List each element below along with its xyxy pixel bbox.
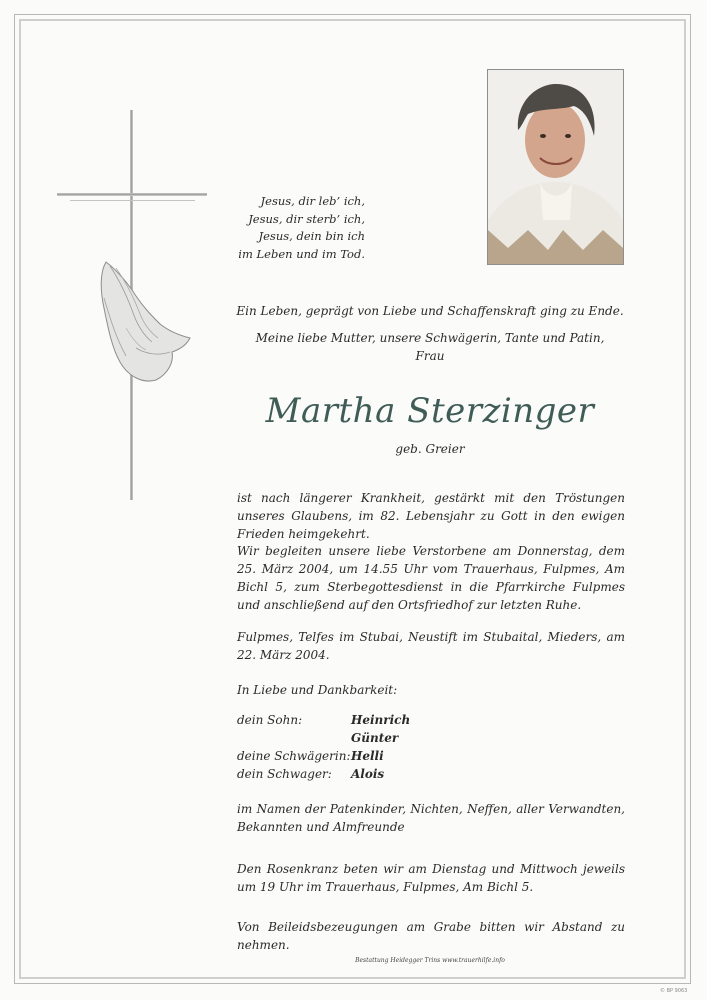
family-relation: deine Schwägerin: [237, 749, 351, 763]
rosary-paragraph: Den Rosenkranz beten wir am Dienstag und Mittwoch jeweils um 19 Uhr im Trauerhaus, Fulpmes, Am Bichl 5. [237, 862, 625, 894]
family-row [237, 731, 537, 749]
family-name: Günter [351, 731, 399, 745]
birth-name: geb. Greier [395, 442, 465, 456]
family-relation: dein Sohn: [237, 713, 303, 727]
death-notice-paragraph: ist nach längerer Krankheit, gestärkt mit den Tröstungen unseres Glaubens, im 82. Lebensjahr zu Gott in den ewigen Frieden heimgekehrt. [237, 491, 625, 541]
deceased-name: Martha Sterzinger [265, 391, 595, 431]
family-row [237, 749, 537, 767]
condolence-paragraph: Von Beileidsbezeugungen am Grabe bitten wir Abstand zu nehmen. [237, 920, 625, 952]
family-row [237, 713, 537, 731]
place-date-paragraph: Fulpmes, Telfes im Stubai, Neustift im Stubaital, Mieders, am 22. März 2004. [237, 630, 625, 662]
title-word: Frau [415, 349, 445, 363]
family-name: Heinrich [351, 713, 411, 727]
gratitude-line: In Liebe und Dankbarkeit: [237, 683, 398, 697]
relation-line: Meine liebe Mutter, unsere Schwägerin, Tante und Patin, [255, 331, 605, 345]
family-relation: dein Schwager: [237, 767, 332, 781]
family-name: Helli [351, 749, 384, 763]
praying-hands-icon [96, 258, 192, 384]
family-name: Alois [351, 767, 385, 781]
verse-line: Jesus, dein bin ich [258, 229, 365, 243]
verse-line: Jesus, dir sterb’ ich, [248, 211, 365, 226]
verse-line: Jesus, dir leb’ ich, [260, 194, 365, 208]
cross-crossbar-shadow [70, 200, 195, 201]
intro-line: Ein Leben, geprägt von Liebe und Schaffenskraft ging zu Ende. [236, 304, 624, 318]
verse-line: im Leben und im Tod. [238, 246, 365, 261]
portrait-photo [487, 69, 624, 265]
bible-verse [230, 193, 365, 263]
print-code: © BP 9063 [660, 988, 688, 994]
others-paragraph: im Namen der Patenkinder, Nichten, Neffen, aller Verwandten, Bekannten und Almfreunde [237, 802, 625, 834]
family-row [237, 767, 537, 785]
funeral-paragraph: Wir begleiten unsere liebe Verstorbene am Donnerstag, dem 25. März 2004, um 14.55 Uhr vom Trauerhaus, Fulpmes, Am Bichl 5, zum Sterbegottesdienst in die Pfarrkirche Fulpmes und anschließend auf den Ortsfriedhof zur letzten Ruhe. [237, 544, 625, 612]
cross-crossbar [57, 193, 207, 196]
funeral-home-footer: Bestattung Heidegger Trins www.trauerhilfe.info [355, 957, 505, 964]
